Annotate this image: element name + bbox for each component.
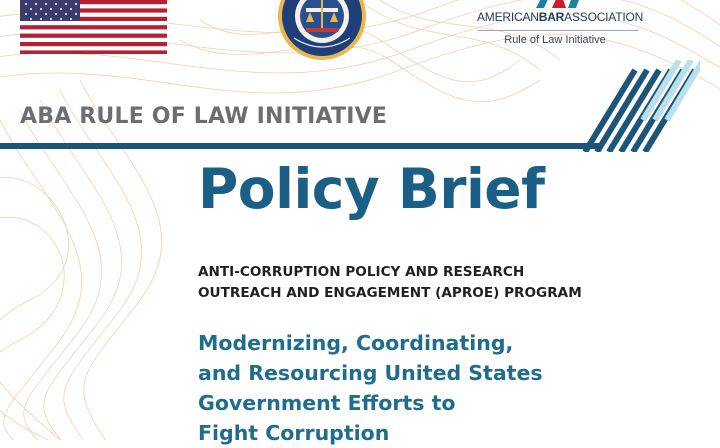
subtitle-line-4: Fight Corruption	[198, 421, 390, 445]
aba-star-mark-icon	[532, 0, 584, 8]
aba-logo-divider	[478, 30, 638, 31]
program-name	[198, 262, 582, 304]
document-title: Policy Brief	[198, 157, 545, 221]
aba-logo-subline: Rule of Law Initiative	[504, 34, 606, 46]
program-line-1: ANTI-CORRUPTION POLICY AND RESEARCH	[198, 264, 525, 280]
subtitle-line-1: Modernizing, Coordinating,	[198, 331, 514, 355]
initiative-title: ABA RULE OF LAW INITIATIVE	[20, 104, 388, 129]
header-rule	[0, 143, 600, 149]
diagonal-stripes-decoration	[575, 60, 700, 152]
state-department-seal-icon	[276, 0, 368, 62]
brief-subtitle	[198, 328, 543, 448]
subtitle-line-2: and Resourcing United States	[198, 361, 543, 385]
aba-name: AMERICANBARASSOCIATION	[477, 10, 644, 24]
us-flag-icon	[20, 0, 167, 54]
aba-logo	[470, 0, 644, 52]
subtitle-line-3: Government Efforts to	[198, 391, 456, 415]
program-line-2: OUTREACH AND ENGAGEMENT (APROE) PROGRAM	[198, 285, 582, 301]
